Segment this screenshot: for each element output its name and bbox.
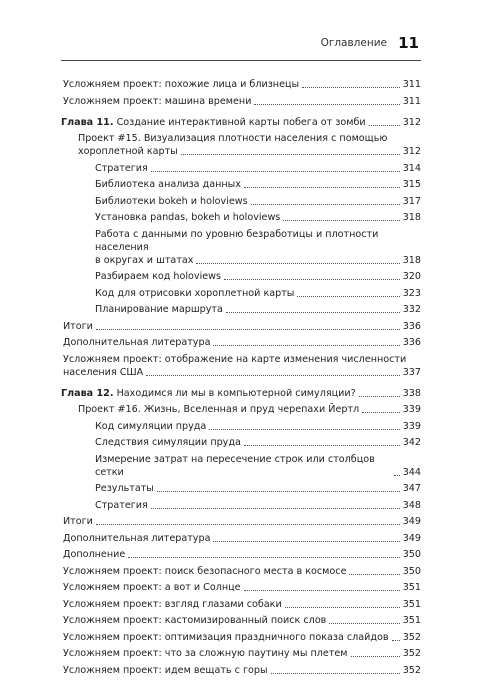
toc-entry-row: [63, 78, 421, 91]
toc-entry-title: Усложняем проект: машина времени: [63, 95, 252, 107]
toc-entry[interactable]: [61, 132, 421, 158]
toc-page-number: 318: [402, 212, 421, 223]
toc-entry-row: [63, 532, 421, 545]
toc-entry-title: Проект #16. Жизнь, Вселенная и пруд черепахи Йертл: [78, 404, 360, 415]
toc-entry-title-line1: Проект #15. Визуализация плотности населения с помощью: [78, 133, 388, 144]
dot-leader: [181, 154, 400, 155]
dot-leader: [392, 640, 400, 641]
table-of-contents: [61, 78, 421, 680]
toc-entry[interactable]: [61, 336, 421, 349]
toc-entry-row: [95, 453, 421, 479]
toc-page-number: 350: [402, 549, 421, 560]
dot-leader: [244, 445, 400, 446]
toc-entry[interactable]: [61, 565, 421, 578]
toc-entry-title: Усложняем проект: а вот и Солнце: [63, 582, 241, 593]
toc-entry-title: [61, 387, 356, 400]
toc-entry-title: Усложняем проект: оптимизация праздничного показа слайдов: [63, 631, 389, 643]
toc-entry-row: [63, 320, 421, 333]
toc-chapter-entry[interactable]: [61, 116, 421, 129]
toc-entry-title: Результаты: [95, 483, 154, 494]
toc-page-number: 312: [402, 116, 421, 128]
toc-entry[interactable]: [61, 631, 421, 644]
toc-entry-title: Библиотека анализа данных: [95, 179, 241, 190]
toc-entry-row: [63, 565, 421, 578]
toc-entry-row: [95, 287, 421, 300]
toc-entry-row: [78, 145, 421, 158]
toc-chapter-entry[interactable]: [61, 387, 421, 400]
toc-entry-row: [63, 336, 421, 349]
dot-leader: [394, 475, 400, 476]
chapter-title: Создание интерактивной карты побега от зомби: [116, 116, 366, 128]
dot-leader: [297, 296, 399, 297]
toc-entry-title: Планирование маршрута: [95, 304, 223, 315]
header-rule: [61, 60, 421, 61]
toc-entry-row: [95, 270, 421, 283]
toc-entry-title: Библиотеки bokeh и holoviews: [95, 195, 248, 207]
toc-page-number: 336: [402, 320, 421, 332]
dot-leader: [196, 263, 399, 264]
toc-page-number: 351: [402, 615, 421, 626]
toc-page-number: 344: [402, 466, 421, 478]
toc-entry-title: Итоги: [63, 516, 93, 527]
toc-entry-title: Итоги: [63, 320, 93, 332]
toc-entry[interactable]: [61, 664, 421, 677]
toc-page-number: 336: [402, 337, 421, 348]
toc-entry-title: Усложняем проект: поиск безопасного места в космосе: [63, 565, 347, 577]
toc-page-number: 352: [402, 631, 421, 643]
toc-entry-title: Усложняем проект: что за сложную паутину мы плетем: [63, 648, 348, 659]
toc-entry[interactable]: [61, 228, 421, 267]
dot-leader: [151, 508, 400, 509]
dot-leader: [369, 125, 400, 126]
dot-leader: [271, 673, 400, 674]
dot-leader: [128, 557, 399, 558]
toc-entry[interactable]: [61, 162, 421, 175]
toc-entry[interactable]: [61, 647, 421, 660]
toc-entry[interactable]: [61, 403, 421, 416]
toc-page-number: 318: [402, 254, 421, 266]
toc-page-number: 342: [402, 437, 421, 448]
toc-entry-row: [95, 499, 421, 512]
dot-leader: [244, 187, 400, 188]
dot-leader: [349, 574, 399, 575]
toc-entry-title: Разбираем код holoviews: [95, 271, 221, 282]
toc-entry-row: [95, 195, 421, 208]
dot-leader: [362, 412, 400, 413]
toc-entry-row: [95, 420, 421, 433]
toc-entry-row: [95, 254, 421, 267]
dot-leader: [146, 375, 399, 376]
dot-leader: [224, 279, 400, 280]
toc-entry-title: Установка pandas, bokeh и holoviews: [95, 212, 281, 223]
toc-entry[interactable]: [61, 614, 421, 627]
toc-page-number: 320: [402, 271, 421, 282]
toc-page-number: 351: [402, 598, 421, 610]
toc-page-number: 351: [402, 582, 421, 593]
toc-entry[interactable]: [61, 95, 421, 108]
dot-leader: [96, 524, 400, 525]
dot-leader: [209, 429, 399, 430]
toc-page-number: 315: [402, 179, 421, 190]
toc-entry-row: [63, 581, 421, 594]
toc-entry[interactable]: [61, 598, 421, 611]
toc-entry[interactable]: [61, 420, 421, 433]
dot-leader: [254, 104, 399, 105]
toc-entry-row: [95, 211, 421, 224]
dot-leader: [329, 623, 399, 624]
toc-entry[interactable]: [61, 353, 421, 379]
toc-page-number: 323: [402, 287, 421, 299]
toc-entry[interactable]: [61, 78, 421, 91]
dot-leader: [157, 491, 400, 492]
toc-entry-title: Усложняем проект: взгляд глазами собаки: [63, 598, 282, 610]
toc-entry[interactable]: [61, 499, 421, 512]
toc-entry[interactable]: [61, 178, 421, 191]
toc-page-number: 337: [402, 366, 421, 378]
toc-entry-title: Код для отрисовки хороплетной карты: [95, 287, 295, 299]
dot-leader: [283, 220, 399, 221]
toc-page-number: 349: [402, 516, 421, 527]
toc-entry[interactable]: [61, 303, 421, 316]
dot-leader: [251, 204, 400, 205]
toc-entry[interactable]: [61, 211, 421, 224]
dot-leader: [213, 345, 399, 346]
chapter-label: Глава 11.: [61, 116, 114, 128]
toc-entry[interactable]: [61, 548, 421, 561]
toc-entry-row: [61, 387, 421, 400]
toc-entry-row: [95, 162, 421, 175]
dot-leader: [244, 590, 400, 591]
toc-page-number: 347: [402, 483, 421, 494]
toc-entry-title-line1: Усложняем проект: отображение на карте изменения численности: [63, 353, 407, 365]
page-number: 11: [398, 34, 419, 52]
dot-leader: [96, 329, 400, 330]
toc-page-number: 332: [402, 304, 421, 315]
dot-leader: [359, 396, 400, 397]
toc-page-number: 311: [402, 95, 421, 107]
toc-entry-row: [63, 366, 421, 379]
toc-page-number: 314: [402, 162, 421, 174]
toc-page-number: 338: [402, 387, 421, 399]
toc-entry-title: Дополнение: [63, 549, 126, 560]
toc-entry-row: [63, 664, 421, 677]
toc-entry-title: Усложняем проект: похожие лица и близнецы: [63, 79, 300, 90]
toc-entry-row: [63, 631, 421, 644]
dot-leader: [285, 607, 400, 608]
toc-entry-row: [63, 548, 421, 561]
toc-entry-row: [63, 515, 421, 528]
toc-entry-row: [61, 116, 421, 129]
toc-entry-title: Усложняем проект: идем вещать с горы: [63, 664, 268, 676]
toc-entry[interactable]: [61, 515, 421, 528]
toc-entry-title: Дополнительная литература: [63, 337, 211, 348]
toc-entry[interactable]: [61, 270, 421, 283]
toc-entry-title: Измерение затрат на пересечение строк или столбцов сетки: [95, 453, 375, 478]
toc-page-number: 317: [402, 195, 421, 207]
toc-entry[interactable]: [61, 482, 421, 495]
toc-entry[interactable]: [61, 436, 421, 449]
toc-entry-title: хороплетной карты: [78, 146, 178, 157]
dot-leader: [302, 87, 400, 88]
toc-entry-row: [63, 614, 421, 627]
toc-entry[interactable]: [61, 453, 421, 479]
toc-page-number: 350: [402, 565, 421, 577]
toc-page-number: 312: [402, 146, 421, 157]
toc-entry-row: [95, 436, 421, 449]
toc-entry-title: Следствия симуляции пруда: [95, 437, 241, 448]
dot-leader: [226, 312, 400, 313]
toc-entry[interactable]: [61, 581, 421, 594]
chapter-title: Находимся ли мы в компьютерной симуляции?: [116, 387, 356, 399]
toc-entry-title: Дополнительная литература: [63, 532, 211, 544]
toc-entry[interactable]: [61, 287, 421, 300]
toc-entry-row: [95, 178, 421, 191]
toc-page-number: 348: [402, 499, 421, 511]
dot-leader: [151, 171, 400, 172]
toc-page-number: 311: [402, 79, 421, 90]
toc-entry[interactable]: [61, 320, 421, 333]
dot-leader: [213, 541, 399, 542]
toc-page-number: 352: [402, 664, 421, 676]
toc-entry-row: [95, 482, 421, 495]
toc-entry-row: [78, 403, 421, 416]
toc-page-number: 339: [402, 420, 421, 432]
toc-entry-title: населения США: [63, 366, 144, 378]
toc-page-number: 349: [402, 532, 421, 544]
toc-page-number: 352: [402, 648, 421, 659]
toc-entry-row: [95, 303, 421, 316]
toc-entry-row: [63, 647, 421, 660]
toc-entry[interactable]: [61, 532, 421, 545]
toc-entry-title: Усложняем проект: кастомизированный поиск слов: [63, 615, 327, 626]
toc-entry-title: Стратегия: [95, 162, 148, 174]
toc-entry-title-line1: Работа с данными по уровню безработицы и плотности населения: [95, 228, 379, 253]
toc-entry-row: [63, 598, 421, 611]
toc-entry-title: [61, 116, 366, 129]
page-header: [61, 34, 421, 56]
toc-entry[interactable]: [61, 195, 421, 208]
running-title: Оглавление: [320, 37, 387, 49]
toc-entry-title: Код симуляции пруда: [95, 420, 207, 432]
dot-leader: [351, 656, 400, 657]
chapter-label: Глава 12.: [61, 387, 114, 399]
toc-page-number: 339: [402, 404, 421, 415]
toc-entry-row: [63, 95, 421, 108]
toc-entry-title: в округах и штатах: [95, 254, 194, 266]
toc-entry-title: Стратегия: [95, 499, 148, 511]
